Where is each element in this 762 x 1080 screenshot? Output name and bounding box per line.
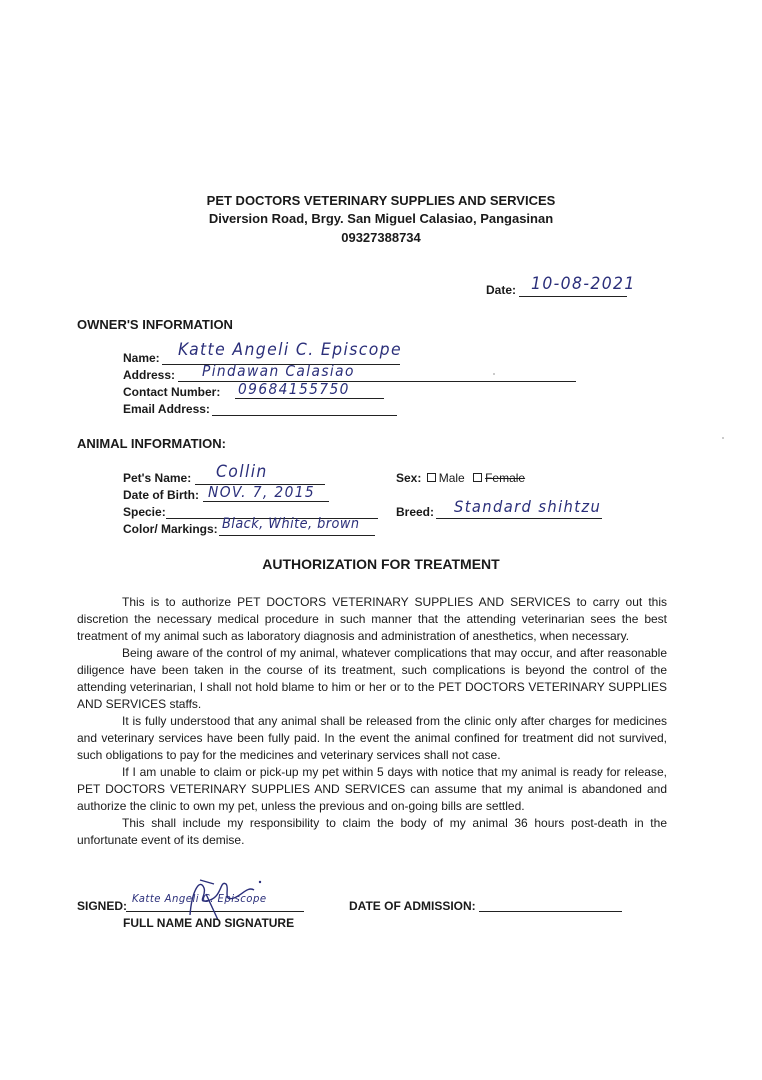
pet-name-value[interactable]: Collin	[216, 462, 268, 482]
date-of-admission-line	[479, 911, 622, 912]
authorization-paragraph: This is to authorize PET DOCTORS VETERINARY SUPPLIES AND SERVICES to carry out this discretion the necessary medical procedure in such manner that the attending veterinarian sees the best treatment of my animal such as laboratory diagnosis and administration of anesthetics, when necessary.	[77, 595, 667, 643]
signed-label: SIGNED:	[77, 899, 128, 913]
owner-name-value[interactable]: Katte Angeli C. Episcope	[178, 340, 402, 360]
scan-speck	[722, 437, 724, 439]
sex-label: Sex:	[396, 471, 422, 485]
breed-value[interactable]: Standard shihtzu	[454, 497, 602, 516]
authorization-paragraph: It is fully understood that any animal shall be released from the clinic only after charges for medicines and veterinary services have been fully paid. In the event the animal confined for treatment did not survived, such obligations to pay for the medicines and veterinary services shall not case.	[77, 714, 667, 762]
company-phone: 09327388734	[341, 230, 421, 245]
authorization-paragraph: This shall include my responsibility to claim the body of my animal 36 hours post-death in the unfortunate event of its demise.	[77, 816, 667, 847]
authorization-paragraph: If I am unable to claim or pick-up my pet within 5 days with notice that my animal is ready for release, PET DOCTORS VETERINARY SUPPLIES AND SERVICES can assume that my animal is abandoned and authorize the clinic to own my pet, unless the previous and on-going bills are settled.	[77, 765, 667, 813]
date-line	[519, 296, 627, 297]
male-checkbox[interactable]	[427, 473, 436, 482]
dob-label: Date of Birth:	[123, 488, 199, 502]
contact-number-label: Contact Number:	[123, 385, 221, 399]
owner-address-label: Address:	[123, 368, 176, 382]
color-markings-line	[219, 535, 375, 536]
contact-number-line	[235, 398, 384, 399]
breed-label: Breed:	[396, 505, 435, 519]
animal-section-title: ANIMAL INFORMATION:	[77, 436, 226, 451]
email-line	[212, 415, 397, 416]
female-option-label: Female	[485, 471, 526, 485]
dob-value[interactable]: NOV. 7, 2015	[208, 483, 316, 501]
female-checkbox[interactable]	[473, 473, 482, 482]
authorization-body	[77, 594, 667, 849]
sex-field	[396, 471, 525, 485]
male-option-label: Male	[438, 471, 465, 485]
scan-speck	[493, 373, 495, 375]
owner-name-label: Name:	[123, 351, 160, 365]
color-markings-label: Color/ Markings:	[123, 522, 218, 536]
date-of-admission-label: DATE OF ADMISSION:	[349, 899, 476, 913]
contact-number-value[interactable]: 09684155750	[238, 380, 350, 398]
owner-address-value[interactable]: Pindawan Calasiao	[202, 362, 355, 380]
full-name-signature-caption: FULL NAME AND SIGNATURE	[123, 916, 295, 930]
email-label: Email Address:	[123, 402, 210, 416]
color-markings-value[interactable]: Black, White, brown	[222, 516, 360, 532]
company-name: PET DOCTORS VETERINARY SUPPLIES AND SERVICES	[206, 193, 556, 208]
date-value[interactable]: 10-08-2021	[531, 274, 636, 294]
company-address: Diversion Road, Brgy. San Miguel Calasiao, Pangasinan	[208, 211, 554, 226]
date-label: Date:	[486, 283, 517, 297]
breed-line	[436, 518, 602, 519]
signed-name-value[interactable]: Katte Angeli C. Episcope	[132, 892, 267, 905]
pet-name-label: Pet's Name:	[123, 471, 192, 485]
specie-label: Specie:	[123, 505, 166, 519]
owner-section-title: OWNER'S INFORMATION	[77, 317, 233, 332]
authorization-title: AUTHORIZATION FOR TREATMENT	[262, 556, 500, 572]
dob-line	[203, 501, 329, 502]
authorization-paragraph: Being aware of the control of my animal, whatever complications that may occur, and after reasonable diligence have been taken in the course of its treatment, such complications is beyond the control of the attending veterinarian, I shall not hold blame to him or her or to the PET DOCTORS VETERINARY SUPPLIES AND SERVICES staffs.	[77, 646, 667, 711]
